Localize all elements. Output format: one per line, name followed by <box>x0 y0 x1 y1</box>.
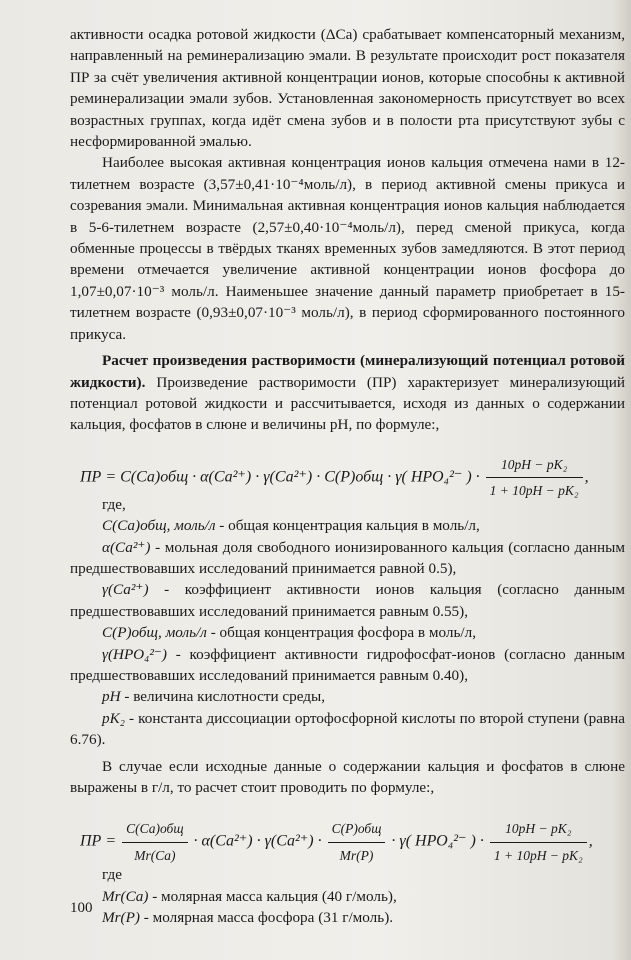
fraction-denominator: Mr(Ca) <box>134 847 176 863</box>
definition-item <box>70 622 625 643</box>
definition-term: С(Са)общ, моль/л <box>102 517 216 535</box>
fraction-numerator: 10pH − pK₂ <box>490 818 587 842</box>
definition-item <box>70 907 625 928</box>
definition-item <box>70 886 625 907</box>
definition-term: α(Са²⁺) <box>102 538 151 556</box>
formula-tail: , <box>584 468 589 486</box>
fraction-denominator: Mr(P) <box>339 847 374 863</box>
definition-description: - величина кислотности среды, <box>120 688 326 706</box>
formula2-tail: , <box>588 832 593 850</box>
fraction-numerator: С(Са)общ <box>122 818 187 842</box>
paragraph-1: активности осадка ротовой жидкости (ΔСа) срабатывает компенсаторный механизм, направленный на реминерализацию эмали. В результате происходит рост показателя ПР за счёт увеличения активной концентрации ионов, которые способны к активной реминерализации эмали зубов. Установленная закономерность присутствует во всех возрастных группах, когда идёт смена зубов и в полости рта присутствуют зубы с несформированной эмалью. <box>70 26 625 151</box>
fraction-numerator: C(P)общ <box>328 818 386 842</box>
definition-item <box>70 708 625 751</box>
definition-list-2 <box>70 886 625 929</box>
formula2-mid2: · γ( НРО₄²⁻ ) · <box>391 832 484 850</box>
definition-term: γ(НРО₄²⁻) <box>102 645 167 663</box>
formula-solubility-product <box>70 436 625 499</box>
definition-term: С(Р)общ, моль/л <box>102 624 207 642</box>
definition-description: - константа диссоциации ортофосфорной кислоты по второй ступени (равна 6.76). <box>70 709 625 749</box>
definition-item <box>70 537 625 580</box>
definition-item <box>70 579 625 622</box>
formula2-fraction-1 <box>122 818 187 866</box>
definition-item <box>70 515 625 536</box>
where-label: где, <box>102 495 126 513</box>
formula-solubility-product-grams <box>70 798 625 864</box>
definition-term: γ(Са²⁺) <box>102 581 149 599</box>
where-label-2: где <box>102 866 122 884</box>
paragraph-2: Наиболее высокая активная концентрация ионов кальция отмечена нами в 12-тилетнем возрасте (3,57±0,41·10⁻⁴моль/л), в период активной смены прикуса и созревания эмали. Минимальная активная концентрация ионов кальция наблюдается в 5-6-тилетнем возрасте (2,57±0,40·10⁻⁴моль/л), перед сменой прикуса, когда обменные процессы в твёрдых тканях временных зубов замедляются. В этот период времени отмечается увеличение активной концентрации ионов фосфора до 1,07±0,07·10⁻³ моль/л. Наименьшее значение данный параметр приобретает в 15-тилетнем возрасте (0,93±0,07·10⁻³ моль/л), в период сформированного постоянного прикуса. <box>70 154 625 343</box>
page-body <box>70 24 625 929</box>
formula2-fraction-2 <box>328 818 386 866</box>
section-heading: Расчет произведения растворимости (минерализующий потенциал ротовой жидкости). <box>70 352 625 391</box>
paragraph-3-text: Произведение растворимости (ПР) характеризует минерализующий потенциал ротовой жидкости и рассчитывается, исходя из данных о содержании кальция, фосфатов в слюне и величины рН, по формуле:, <box>70 373 625 434</box>
definition-description: - коэффициент активности ионов кальция (согласно данным предшествовавших исследований принимается равным 0.55), <box>70 581 625 620</box>
paragraph-3 <box>70 350 625 436</box>
paragraph-4: В случае если исходные данные о содержании кальция и фосфатов в слюне выражены в г/л, то расчет стоит проводить по формуле:, <box>70 757 625 796</box>
fraction-denominator: 1 + 10pH − pK₂ <box>489 483 579 499</box>
definition-term: рН <box>102 688 121 706</box>
definition-term: Mr(P) <box>102 909 140 927</box>
definition-description: - молярная масса фосфора (31 г/моль). <box>139 909 394 927</box>
definition-description: - коэффициент активности гидрофосфат-ионов (согласно данным предшествовавших исследований принимается равным 0.40), <box>70 645 625 684</box>
definition-description: - молярная масса кальция (40 г/моль), <box>148 887 397 905</box>
definition-term: рК₂ <box>102 709 125 727</box>
page-number: 100 <box>70 900 93 916</box>
definition-item <box>70 644 625 687</box>
fraction-numerator: 10pH − pK₂ <box>486 454 583 478</box>
definition-description: - общая концентрация фосфора в моль/л, <box>206 624 476 642</box>
formula2-lhs: ПР = <box>80 832 117 850</box>
formula-main: ПР = С(Са)общ · α(Са²⁺) · γ(Са²⁺) · С(Р)общ · γ( НРО₄²⁻ ) · <box>80 468 480 486</box>
formula-fraction <box>486 454 583 502</box>
definition-description: - общая концентрация кальция в моль/л, <box>215 517 480 535</box>
formula2-mid: · α(Са²⁺) · γ(Са²⁺) · <box>193 832 322 850</box>
definition-list <box>70 515 625 750</box>
definition-item <box>70 686 625 707</box>
formula2-fraction-3 <box>490 818 587 866</box>
fraction-denominator: 1 + 10pH − pK₂ <box>493 847 583 863</box>
definition-term: Mr(Ca) <box>102 887 149 905</box>
definition-description: - мольная доля свободного ионизированного кальция (согласно данным предшествовавших исследований принимается равной 0.5), <box>70 538 625 577</box>
